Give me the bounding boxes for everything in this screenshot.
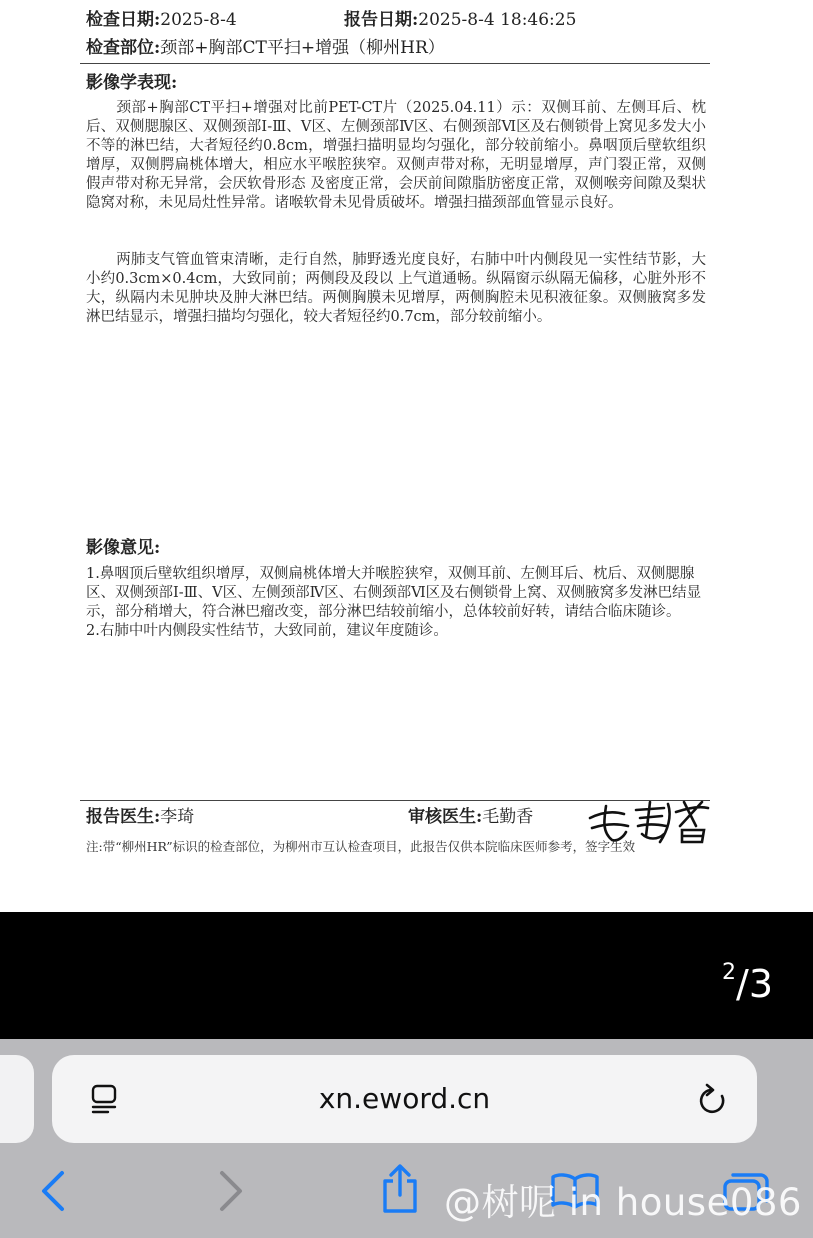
address-bar[interactable]: [52, 1055, 757, 1143]
reviewer-field: [408, 806, 533, 828]
findings-paragraph-1: [86, 99, 706, 213]
page-counter: [722, 948, 773, 1009]
findings-paragraph-1-text: 颈部+胸部CT平扫+增强对比前PET-CT片（2025.04.11）示：双侧耳前、左侧耳后、枕后、双侧腮腺区、双侧颈部Ⅰ-Ⅲ、Ⅴ区、左侧颈部Ⅳ区、右侧颈部Ⅵ区及右侧锁骨上窝见多发大小不等的淋巴结，大者短径约0.8cm，增强扫描明显均匀强化，部分较前缩小。鼻咽顶后壁软组织增厚，双侧腭扁桃体增大，相应水平喉腔狭窄。双侧声带对称，无明显增厚，声门裂正常，双侧假声带对称无异常，会厌软骨形态 及密度正常，会厌前间隙脂肪密度正常，双侧喉旁间隙及梨状隐窝对称，未见局灶性异常。诸喉软骨未见骨质破坏。增强扫描颈部血管显示良好。: [86, 100, 706, 211]
report-footnote: 注:带“柳州HR”标识的检查部位，为柳州市互认检查项目，此报告仅供本院临床医师参考，签字生效: [86, 839, 636, 854]
impression-title: 影像意见:: [86, 538, 161, 558]
exam-date-field: [86, 9, 237, 31]
header-divider: [80, 63, 710, 64]
impression-item-1: 1.鼻咽顶后壁软组织增厚，双侧扁桃体增大并喉腔狭窄，双侧耳前、左侧耳后、枕后、双侧腮腺区、双侧颈部Ⅰ-Ⅲ、Ⅴ区、左侧颈部Ⅳ区、右侧颈部Ⅵ区及右侧锁骨上窝、双侧腋窝多发淋巴结显示，部分稍增大，符合淋巴瘤改变，部分淋巴结较前缩小，总体较前好转，请结合临床随诊。: [86, 566, 702, 620]
report-date-label: 报告日期:: [344, 10, 419, 30]
current-page: 2: [722, 960, 737, 985]
exam-part-label: 检查部位:: [86, 38, 161, 58]
findings-paragraph-2-text: 两肺支气管血管束清晰，走行自然，肺野透光度良好，右肺中叶内侧段见一实性结节影，大小约0.3cm×0.4cm，大致同前；两侧段及段以 上气道通畅。纵隔窗示纵隔无偏移，心脏外形不大，纵隔内未见肿块及肿大淋巴结。两侧胸膜未见增厚，两侧胸腔未见积液征象。双侧腋窝多发淋巴结显示，增强扫描均匀强化，较大者短径约0.7cm，部分较前缩小。: [86, 252, 706, 325]
findings-title: 影像学表现:: [86, 73, 178, 93]
document-viewer-bar: [0, 912, 813, 1039]
exam-date-value: 2025-8-4: [160, 10, 237, 30]
back-icon[interactable]: [38, 1169, 68, 1213]
report-date-value: 2025-8-4 18:46:25: [418, 10, 577, 30]
reporter-name: 李琦: [160, 807, 195, 827]
findings-paragraph-2: [86, 251, 706, 327]
share-icon[interactable]: [380, 1163, 420, 1215]
report-date-field: [344, 9, 576, 31]
reload-icon[interactable]: [696, 1083, 730, 1117]
previous-tab-preview[interactable]: [0, 1055, 34, 1143]
reporter-field: [86, 806, 194, 828]
reviewer-name: 毛勤香: [482, 807, 534, 827]
exam-part-field: [86, 37, 445, 59]
forward-icon[interactable]: [216, 1169, 246, 1213]
exam-part-value: 颈部+胸部CT平扫+增强（柳州HR）: [160, 38, 445, 58]
impression-item-2: 2.右肺中叶内侧段实性结节，大致同前，建议年度随诊。: [86, 623, 448, 639]
page-total: /3: [736, 962, 773, 1006]
reviewer-label: 审核医生:: [408, 807, 483, 827]
exam-date-label: 检查日期:: [86, 10, 161, 30]
url-text[interactable]: xn.eword.cn: [318, 1082, 491, 1115]
watermark-text: @树呢 in house086: [444, 1181, 802, 1224]
impression-list: [86, 565, 708, 641]
reporter-label: 报告医生:: [86, 807, 161, 827]
